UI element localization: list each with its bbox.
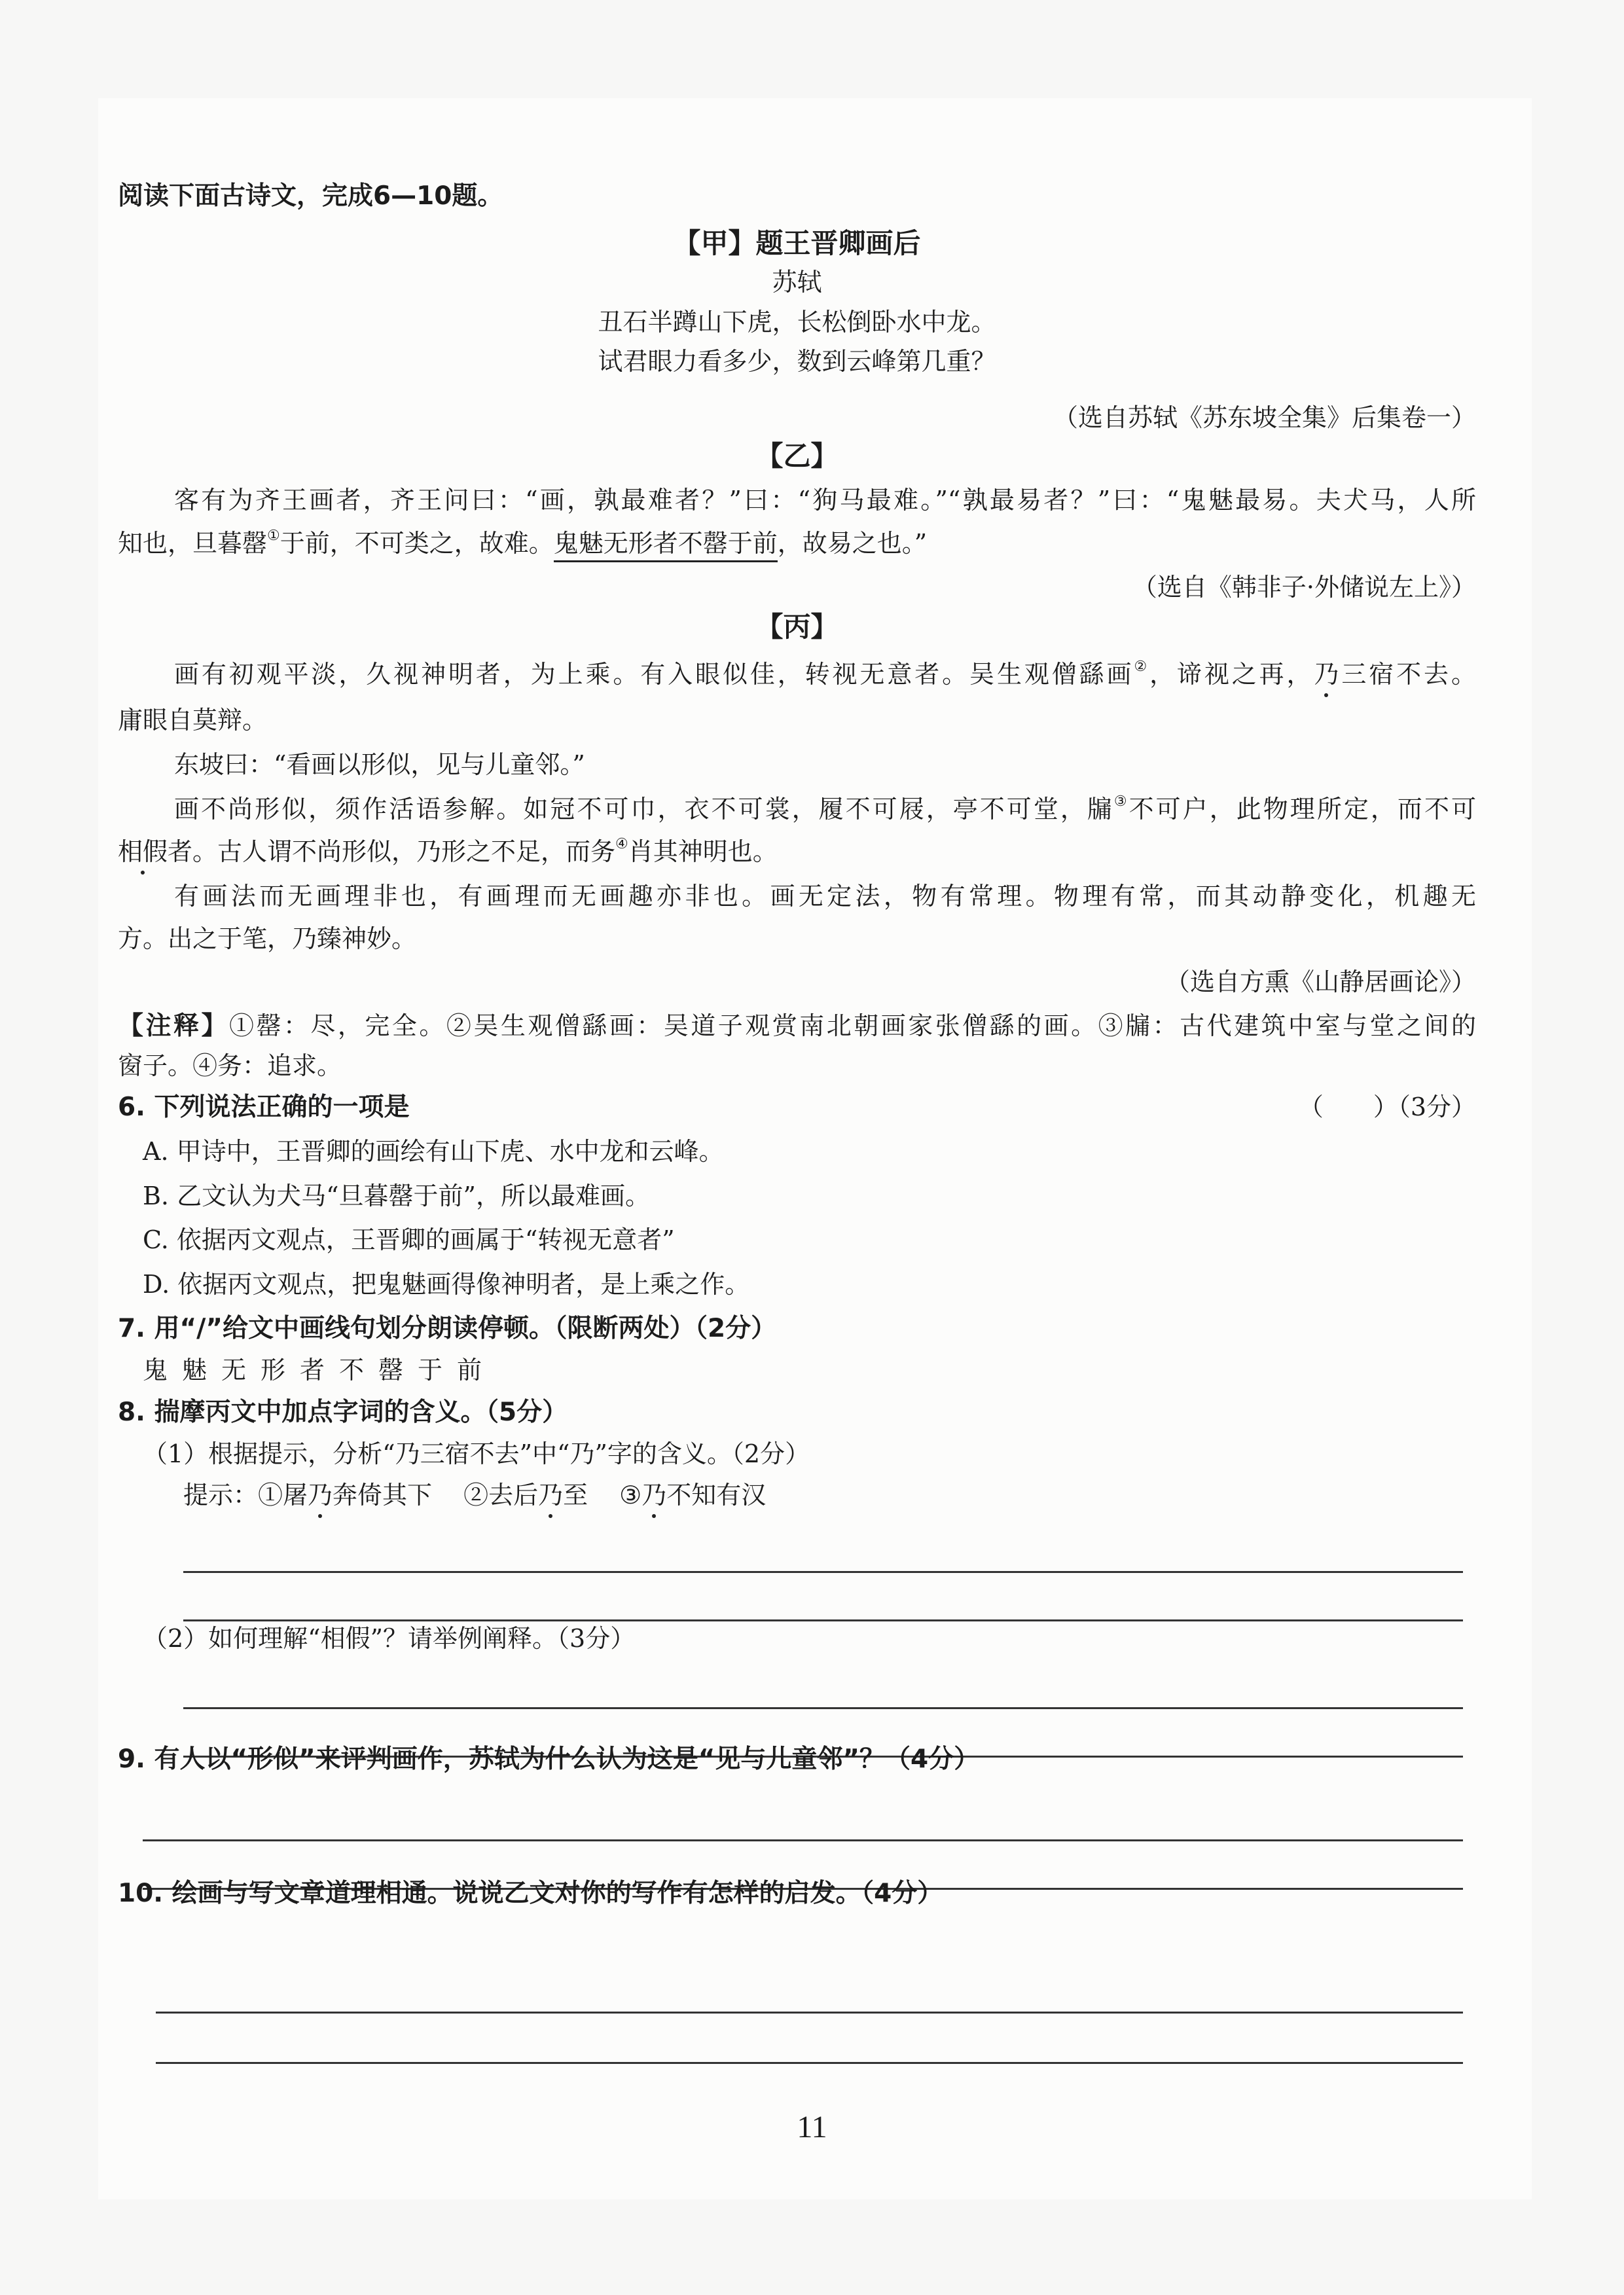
text-segment: ③ [619, 1481, 642, 1509]
text-segment: 画有初观平淡，久视神明者，为上乘。有入眼似佳，转视无意者。吴生观僧繇画 [174, 660, 1134, 689]
dotted-word: 乃 [538, 1479, 563, 1511]
text-segment: ①屠 [258, 1481, 308, 1509]
footnote-mark: ② [1134, 659, 1150, 675]
answer-line[interactable] [156, 2062, 1463, 2064]
jia-source: （选自苏轼《苏东坡全集》后集卷一） [1053, 403, 1476, 432]
question-8: 8. 揣摩丙文中加点字词的含义。（5分） [118, 1398, 568, 1427]
dotted-word: 乃 [1314, 658, 1339, 691]
question-10: 10. 绘画与写文章道理相通。说说乙文对你的写作有怎样的启发。（4分） [118, 1879, 943, 1908]
option-b: B. 乙文认为犬马“旦暮罄于前”，所以最难画。 [143, 1182, 650, 1210]
bing-source: （选自方熏《山静居画论》） [1164, 967, 1476, 996]
q8-sub2: （2）如何理解“相假”？请举例阐释。（3分） [143, 1624, 636, 1653]
bing-title: 【丙】 [755, 611, 839, 643]
text-segment: 画不尚形似，须作活语参解。如冠不可巾，衣不可裳，履不可屐，亭不可堂，牖 [174, 795, 1114, 823]
option-a: A. 甲诗中，王晋卿的画绘有山下虎、水中龙和云峰。 [143, 1137, 724, 1166]
dotted-word: 乃 [308, 1479, 333, 1511]
q7-sentence: 鬼魅无形者不罄于前 [143, 1356, 497, 1384]
option-d: D. 依据丙文观点，把鬼魅画得像神明者，是上乘之作。 [143, 1270, 750, 1299]
answer-line[interactable] [143, 1839, 1463, 1841]
page-number: 11 [797, 2110, 827, 2144]
answer-line[interactable] [183, 1707, 1463, 1709]
yi-text-line: 客有为齐王画者，齐王问曰：“画，孰最难者？”曰：“狗马最难。”“孰最易者？”曰：“鬼魅最易。夫犬马，人所 [174, 486, 1476, 515]
answer-line[interactable] [156, 2012, 1463, 2014]
text-segment: 奔倚其下 [333, 1481, 433, 1509]
jia-title: 【甲】题王晋卿画后 [673, 227, 921, 259]
reading-instruction: 阅读下面古诗文，完成6—10题。 [118, 181, 503, 211]
bing-text-line [174, 658, 1476, 691]
text-segment: 不知有汉 [666, 1481, 767, 1509]
bing-text-line: 东坡曰：“看画以形似，见与儿童邻。” [174, 750, 585, 779]
text-segment: 于前，不可类之，故难。 [280, 529, 554, 558]
footnote-mark: ④ [615, 836, 628, 852]
notes-line: 窗子。④务：追求。 [118, 1051, 342, 1080]
text-segment: ②去后 [463, 1481, 539, 1509]
bing-text-line [118, 835, 1476, 868]
q8-sub1: （1）根据提示，分析“乃三宿不去”中“乃”字的含义。（2分） [143, 1439, 810, 1468]
question-7: 7. 用“/”给文中画线句划分朗读停顿。（限断两处）（2分） [118, 1314, 777, 1343]
dotted-word: 乃 [641, 1479, 666, 1511]
text-segment: ，谛视之再， [1149, 660, 1314, 689]
text-segment: 不可户，此物理所定，而不可 [1128, 795, 1476, 823]
notes-line [118, 1009, 1476, 1043]
dotted-word: 相假 [118, 835, 168, 868]
text-segment: 三宿不去。 [1339, 660, 1476, 689]
underlined-sentence: 鬼魅无形者不罄于前 [554, 529, 778, 562]
answer-line[interactable] [183, 1619, 1463, 1621]
jia-author: 苏轼 [772, 268, 822, 297]
yi-source: （选自《韩非子·外储说左上》） [1132, 573, 1476, 602]
jia-poem-line: 丑石半蹲山下虎，长松倒卧水中龙。 [598, 308, 996, 336]
notes-text: ①罄：尽，完全。②吴生观僧繇画：吴道子观赏南北朝画家张僧繇的画。③牖：古代建筑中室与堂之间的 [228, 1011, 1476, 1040]
answer-bracket: （ ）（3分） [1298, 1093, 1476, 1121]
hint-label: 提示： [183, 1481, 259, 1509]
text-segment: 知也，旦暮罄 [118, 529, 268, 558]
bing-text-line [174, 793, 1476, 825]
question-stem: 6. 下列说法正确的一项是 [118, 1093, 410, 1122]
answer-line[interactable] [183, 1571, 1463, 1573]
text-segment: ，故易之也。” [777, 529, 928, 558]
text-segment: 肖其神明也。 [628, 837, 778, 866]
q8-hints [183, 1479, 766, 1511]
bing-text-line: 有画法而无画理非也，有画理而无画趣亦非也。画无定法，物有常理。物理有常，而其动静变化，机趣无 [174, 882, 1476, 911]
footnote-mark: ① [267, 528, 280, 544]
jia-poem-line: 试君眼力看多少，数到云峰第几重？ [598, 347, 996, 376]
yi-text-line [118, 527, 1476, 560]
text-segment: 者。古人谓不尚形似，乃形之不足，而务 [168, 837, 616, 866]
option-c: C. 依据丙文观点，王晋卿的画属于“转视无意者” [143, 1225, 675, 1254]
notes-label: 【注释】 [118, 1011, 229, 1041]
bing-text-line: 庸眼自莫辩。 [118, 706, 268, 734]
footnote-mark: ③ [1113, 793, 1129, 810]
text-segment: 至 [563, 1481, 588, 1509]
question-9: 9. 有人以“形似”来评判画作，苏轼为什么认为这是“见与儿童邻”？（4分） [118, 1744, 980, 1774]
yi-title: 【乙】 [755, 440, 839, 472]
bing-text-line: 方。出之于笔，乃臻神妙。 [118, 924, 417, 953]
